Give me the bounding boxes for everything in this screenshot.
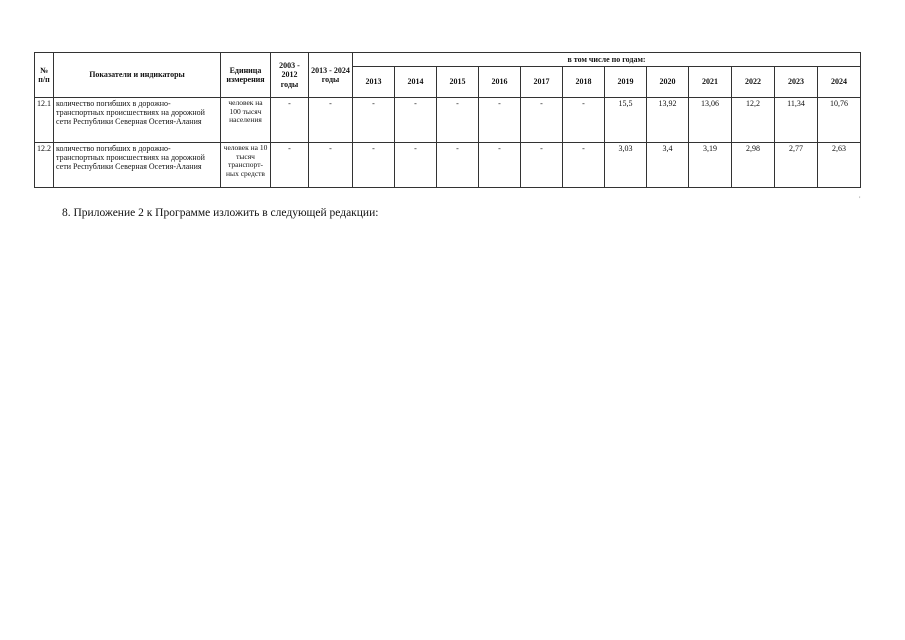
value-cell: -: [271, 98, 309, 143]
value-cell: -: [437, 98, 479, 143]
header-year: 2013: [353, 67, 395, 98]
table-row: [35, 143, 861, 188]
indicator-name: количество погибших в дорожно-транспортных происшествиях на дорожной сети Республики Северная Осетия-Алания: [54, 143, 221, 188]
header-year: 2023: [775, 67, 818, 98]
value-cell: -: [521, 143, 563, 188]
value-cell: -: [271, 143, 309, 188]
page-edge-mark: ,: [859, 193, 861, 199]
value-cell: 15,5: [605, 98, 647, 143]
value-cell: -: [395, 98, 437, 143]
value-cell: 2,63: [818, 143, 861, 188]
value-cell: -: [437, 143, 479, 188]
header-years-group: в том числе по годам:: [353, 53, 861, 67]
header-year: 2014: [395, 67, 437, 98]
header-year: 2019: [605, 67, 647, 98]
header-period-2013-2024: 2013 - 2024 годы: [309, 53, 353, 98]
header-year: 2020: [647, 67, 689, 98]
value-cell: -: [309, 143, 353, 188]
value-cell: 11,34: [775, 98, 818, 143]
row-number: 12.1: [35, 98, 54, 143]
indicators-table: [34, 52, 861, 188]
value-cell: 2,98: [732, 143, 775, 188]
header-year: 2018: [563, 67, 605, 98]
value-cell: -: [563, 98, 605, 143]
value-cell: -: [563, 143, 605, 188]
value-cell: 10,76: [818, 98, 861, 143]
value-cell: -: [479, 143, 521, 188]
value-cell: 3,03: [605, 143, 647, 188]
value-cell: -: [353, 143, 395, 188]
header-year: 2024: [818, 67, 861, 98]
header-year: 2022: [732, 67, 775, 98]
amendment-note: 8. Приложение 2 к Программе изложить в следующей редакции:: [62, 207, 379, 219]
value-cell: -: [479, 98, 521, 143]
header-year: 2021: [689, 67, 732, 98]
value-cell: -: [353, 98, 395, 143]
header-num: № п/п: [35, 53, 54, 98]
unit-cell: человек на 100 тысяч населения: [221, 98, 271, 143]
value-cell: -: [395, 143, 437, 188]
value-cell: 3,4: [647, 143, 689, 188]
value-cell: 2,77: [775, 143, 818, 188]
value-cell: 12,2: [732, 98, 775, 143]
value-cell: 13,92: [647, 98, 689, 143]
header-unit: Единица измерения: [221, 53, 271, 98]
header-year: 2015: [437, 67, 479, 98]
header-indicators: Показатели и индикаторы: [54, 53, 221, 98]
value-cell: -: [521, 98, 563, 143]
value-cell: -: [309, 98, 353, 143]
header-year: 2017: [521, 67, 563, 98]
value-cell: 13,06: [689, 98, 732, 143]
table-row: [35, 98, 861, 143]
unit-cell: человек на 10 тысяч транспорт-ных средств: [221, 143, 271, 188]
header-period-2003-2012: 2003 - 2012 годы: [271, 53, 309, 98]
indicator-name: количество погибших в дорожно-транспортных происшествиях на дорожной сети Республики Северная Осетия-Алания: [54, 98, 221, 143]
header-year: 2016: [479, 67, 521, 98]
row-number: 12.2: [35, 143, 54, 188]
value-cell: 3,19: [689, 143, 732, 188]
